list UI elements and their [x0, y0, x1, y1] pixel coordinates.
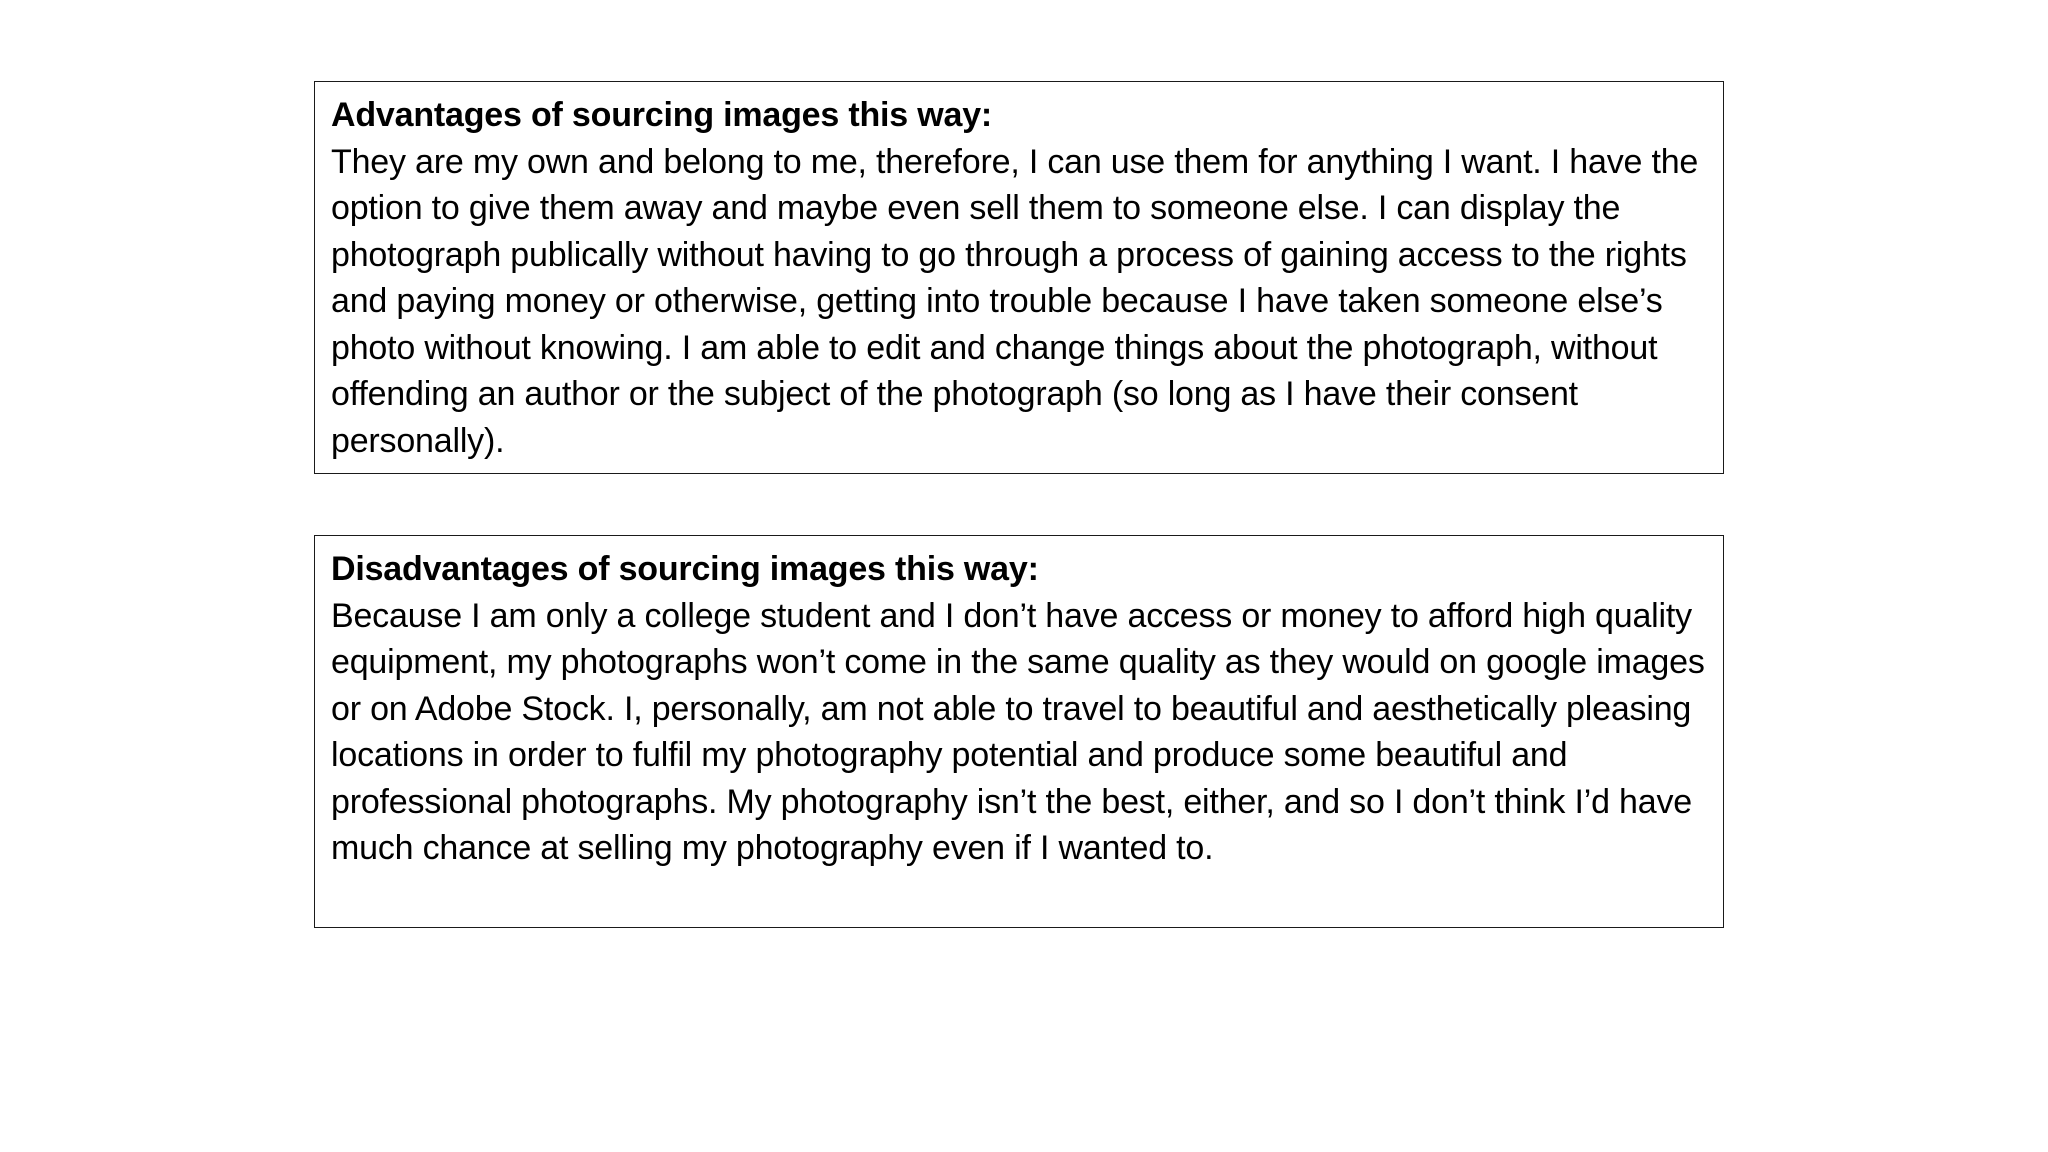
disadvantages-heading: Disadvantages of sourcing images this way: — [331, 550, 1039, 588]
disadvantages-body: Because I am only a college student and I don’t have access or money to afford high quality equipment, my photographs won’t come in the same quality as they would on google images or on Adobe Stock. I, personally, am not able to travel to beautiful and aesthetically pleasing locations in order to fulfil my photography potential and produce some beautiful and professional photographs. My photography isn’t the best, either, and so I don’t think I’d have much chance at selling my photography even if I wanted to. — [331, 596, 1705, 867]
advantages-body: They are my own and belong to me, therefore, I can use them for anything I want. I have the option to give them away and maybe even sell them to someone else. I can display the photograph publically without having to go through a process of gaining access to the rights and paying money or otherwise, getting into trouble because I have taken someone else’s photo without knowing. I am able to edit and change things about the photograph, without offending an author or the subject of the photograph (so long as I have their consent personally). — [331, 142, 1699, 460]
disadvantages-text-box — [314, 535, 1724, 928]
advantages-text-box — [314, 81, 1724, 474]
advantages-heading: Advantages of sourcing images this way: — [331, 96, 993, 134]
